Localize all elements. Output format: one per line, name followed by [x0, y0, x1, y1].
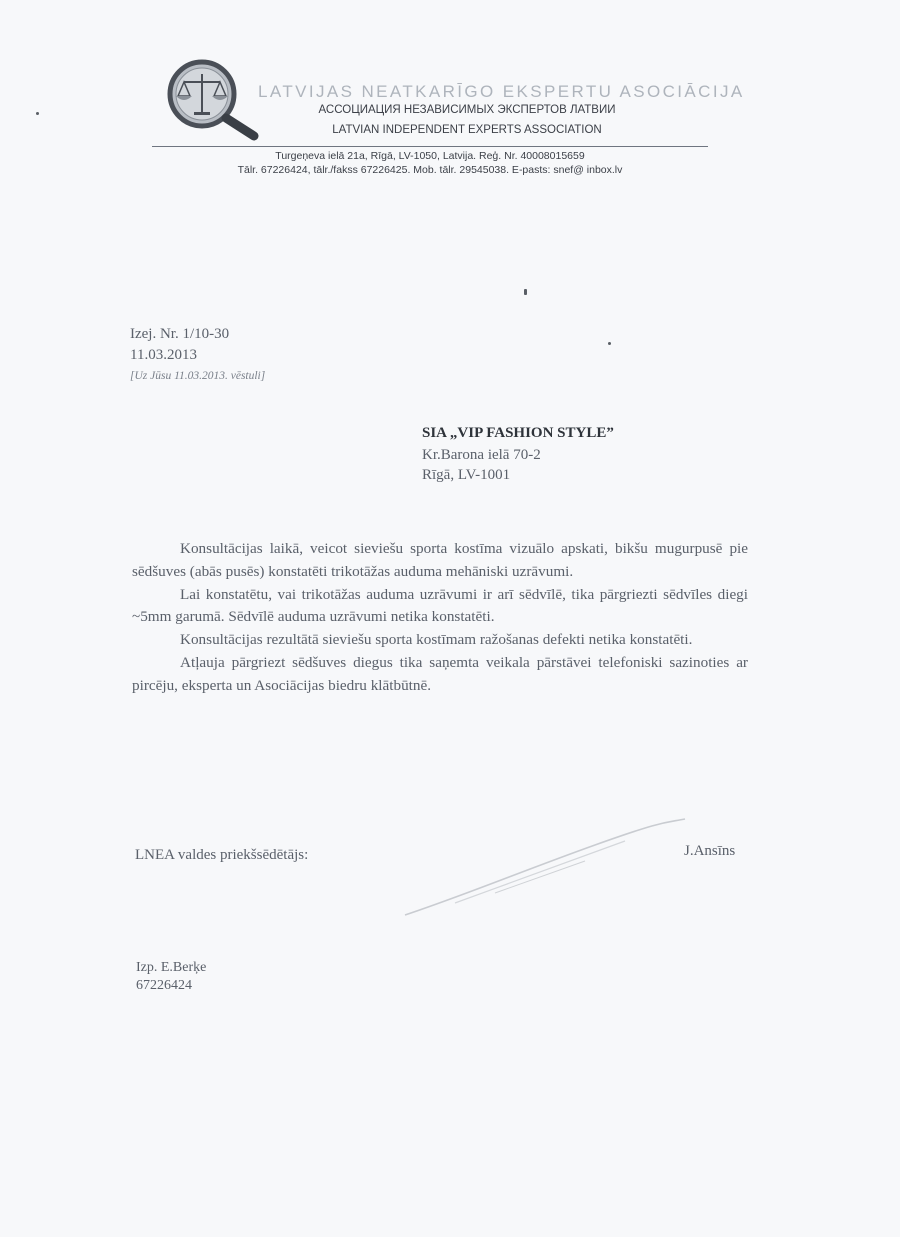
handwritten-signature: [395, 815, 695, 925]
scan-speck: [608, 342, 611, 345]
org-address: Turgeņeva ielā 21a, Rīgā, LV-1050, Latvija. Reģ. Nr. 40008015659: [275, 150, 585, 162]
org-contacts: Tālr. 67226424, tālr./fakss 67226425. Mob. tālr. 29545038. E-pasts: snef@ inbox.lv: [237, 164, 623, 176]
org-name-english: LATVIAN INDEPENDENT EXPERTS ASSOCIATION: [332, 124, 602, 136]
scan-speck: [36, 112, 39, 115]
org-name-russian: АССОЦИАЦИЯ НЕЗАВИСИМЫХ ЭКСПЕРТОВ ЛАТВИИ: [318, 104, 616, 116]
scan-speck: [524, 289, 527, 295]
letterhead-divider: [152, 146, 708, 147]
signatory-title: LNEA valdes priekšsēdētājs:: [135, 847, 309, 863]
body-paragraph: Lai konstatētu, vai trikotāžas auduma uzrāvumi ir arī sēdvīlē, tika pārgriezti sēdvīles diegi ~5mm garumā. Sēdvīlē auduma uzrāvumi netika konstatēti.: [132, 585, 748, 626]
body-paragraph: Konsultācijas rezultātā sieviešu sporta kostīmam ražošanas defekti netika konstatēti.: [180, 631, 693, 649]
body-paragraph: Atļauja pārgriezt sēdšuves diegus tika saņemta veikala pārstāvei telefoniski sazinoties ar pircēju, eksperta un Asociācijas biedru klātbūtnē.: [132, 653, 748, 694]
recipient-street: Kr.Barona ielā 70-2: [422, 447, 541, 463]
preparer-phone: 67226424: [136, 978, 192, 993]
prepared-by: Izp. E.Berķe: [136, 960, 207, 975]
org-name-latvian: LATVIJAS NEATKARĪGO EKSPERTU ASOCIĀCIJA: [258, 82, 745, 101]
letter-date: 11.03.2013: [130, 347, 197, 363]
body-paragraph: Konsultācijas laikā, veicot sieviešu sporta kostīma vizuālo apskati, bikšu mugurpusē pie sēdšuves (abās pusēs) konstatēti trikotāžas auduma mehāniski uzrāvumi.: [132, 540, 748, 580]
letter-body: [132, 538, 748, 698]
recipient-city: Rīgā, LV-1001: [422, 467, 511, 483]
reply-reference-note: [Uz Jūsu 11.03.2013. vēstuli]: [130, 370, 266, 382]
recipient-name: SIA „VIP FASHION STYLE”: [422, 425, 614, 441]
signatory-name: J.Ansīns: [684, 843, 736, 859]
magnifier-scales-icon: [160, 52, 270, 142]
outgoing-reference-number: Izej. Nr. 1/10-30: [130, 326, 230, 342]
